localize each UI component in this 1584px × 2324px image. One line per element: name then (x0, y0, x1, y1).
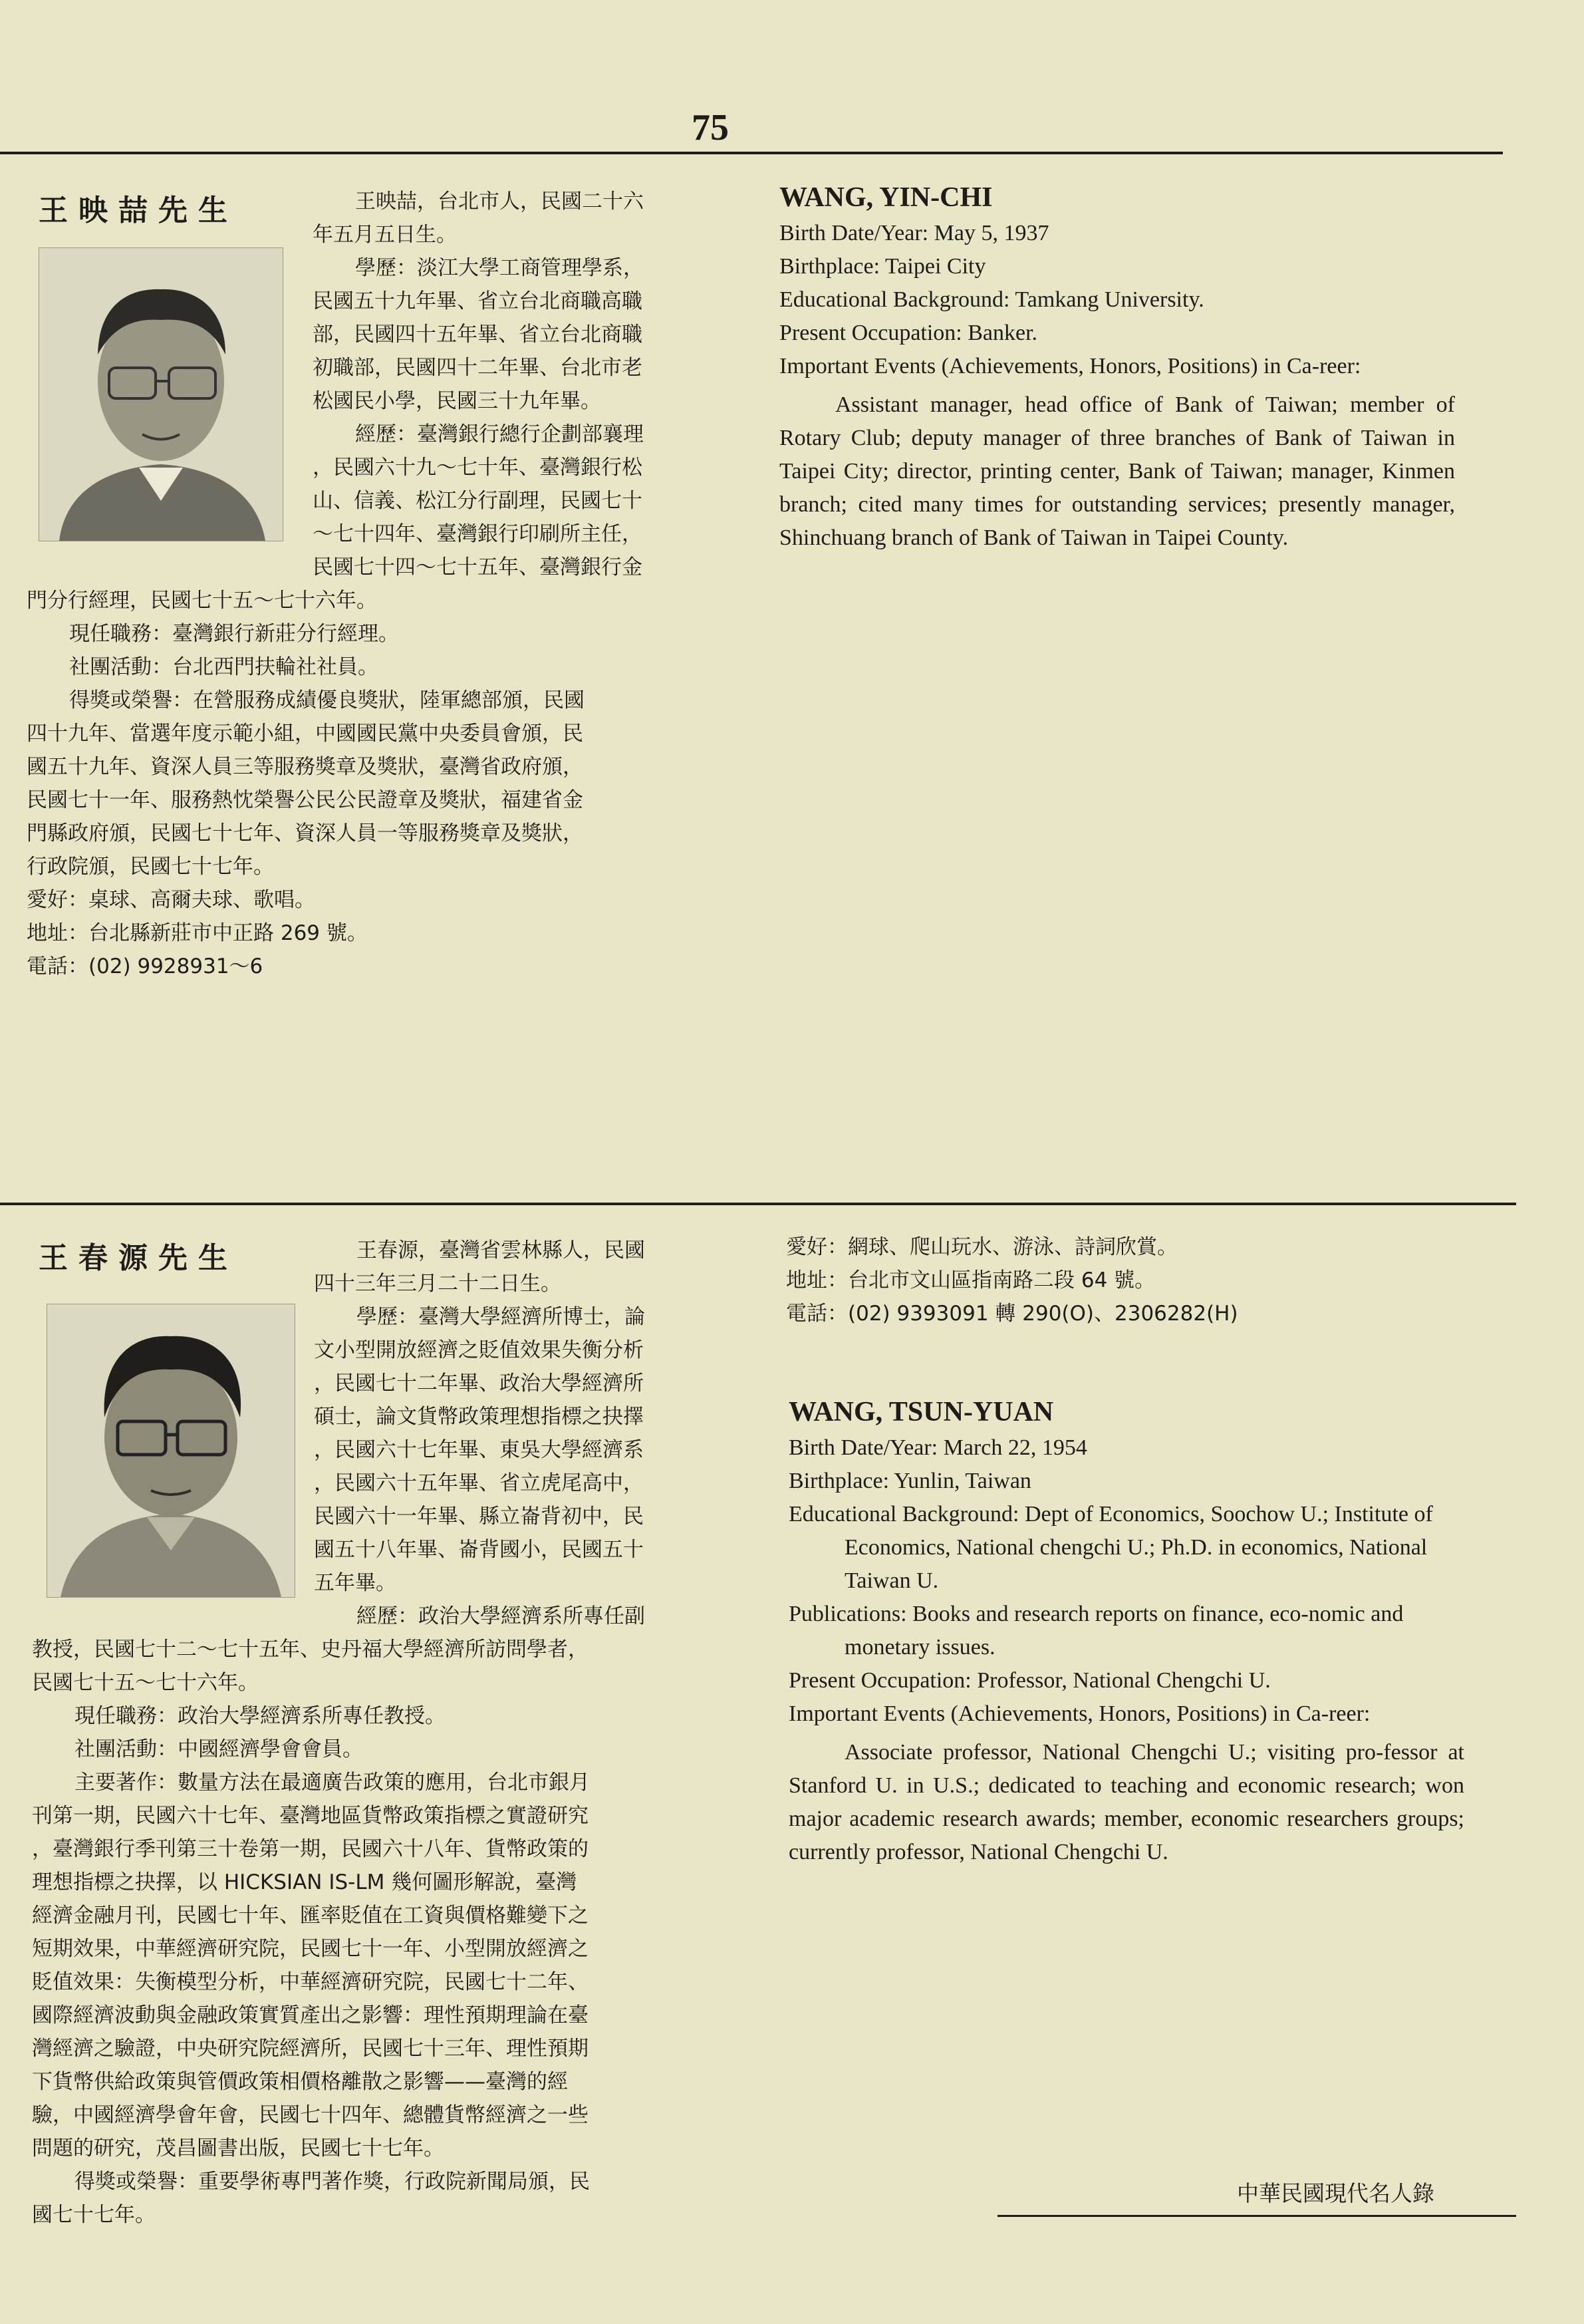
entry1-zh-bio: 王映喆，台北市人，民國二十六 年五月五日生。 學歷：淡江大學工商管理學系， 民國五十九年畢、省立台北商職高職 部，民國四十五年畢、省立台北商職 初職部，民國四十二年畢、台北市老 松國民小學，民國三十九年畢。 經歷：臺灣銀行總行企劃部襄理 ，民國六十九～七十年、臺灣銀行松 山、信義、松江分行副理，民國七十 ～七十四年、臺灣銀行印刷所主任， 民國七十四～七十五年、臺灣銀行金 門分行經理，民國七十五～七十六年。 現任職務：臺灣銀行新莊分行經理。 社團活動：台北西門扶輪社社員。 得獎或榮譽：在營服務成績優良獎狀，陸軍總部頒，民國 四十九年、當選年度示範小組，中國國民黨中央委員會頒，民 國五十九年、資深人員三等服務獎章及獎狀，臺灣省政府頒， 民國七十一年、服務熱忱榮譽公民公民證章及獎狀，福建省金 門縣政府頒，民國七十七年、資深人員一等服務獎章及獎狀， 行政院頒，民國七十七年。 愛好：桌球、高爾夫球、歌唱。 地址：台北縣新莊市中正路 269 號。 電話：(02) 9928931～6 (27, 190, 644, 978)
entry1-events: Assistant manager, head office of Bank of Taiwan; member of Rotary Club; deputy manager of three branches of Bank of Taiwan in Taipei City; director, printing center, Bank of Taiwan; manager, Kinmen branch; cited many times for outstanding services; presently manager, Shinchuang branch of Bank of Taiwan in Taipei County. (779, 392, 1455, 550)
entry1-birthplace: Birthplace: Taipei City (779, 254, 986, 279)
entry2-en-bio (789, 1393, 1464, 1869)
entry2-publications: Publications: Books and research reports on finance, eco-nomic and monetary issues. (789, 1602, 1404, 1660)
bottom-rule (997, 2215, 1516, 2217)
entry1-en-name: WANG, YIN-CHI (779, 182, 993, 213)
entry2-en-name: WANG, TSUN-YUAN (789, 1397, 1054, 1427)
entry1-birth: Birth Date/Year: May 5, 1937 (779, 221, 1049, 245)
entry1-en-bio (779, 178, 1455, 555)
entry2-birthplace: Birthplace: Yunlin, Taiwan (789, 1469, 1031, 1493)
top-rule (0, 152, 1503, 154)
entry2-hobbies: 愛好：網球、爬山玩水、游泳、詩詞欣賞。 (786, 1235, 1178, 1259)
entry1-education: Educational Background: Tamkang University. (779, 287, 1204, 312)
page-number: 75 (692, 107, 729, 148)
footer-title: 中華民國現代名人錄 (1237, 2180, 1434, 2206)
entry2-education: Educational Background: Dept of Economics, Soochow U.; Institute of Economics, National chengchi U.; Ph.D. in economics, National Taiwan U. (789, 1502, 1433, 1593)
entry2-events-label: Important Events (Achievements, Honors, Positions) in Ca-reer: (789, 1701, 1371, 1726)
entry2-birth: Birth Date/Year: March 22, 1954 (789, 1435, 1087, 1460)
entry2-address: 地址：台北市文山區指南路二段 64 號。 (786, 1268, 1156, 1292)
entry1-occupation: Present Occupation: Banker. (779, 321, 1038, 345)
entry2-zh-bio: 王春源，臺灣省雲林縣人，民國 四十三年三月二十二日生。 學歷：臺灣大學經濟所博士，論 文小型開放經濟之貶值效果失衡分析 ，民國七十二年畢、政治大學經濟所 碩士，論文貨幣政策理想指標之抉擇 ，民國六十七年畢、東吳大學經濟系 ，民國六十五年畢、省立虎尾高中， 民國六十一年畢、縣立崙背初中，民 國五十八年畢、崙背國小，民國五十 五年畢。 經歷：政治大學經濟系所專任副 教授，民國七十二～七十五年、史丹福大學經濟所訪問學者， 民國七十五～七十六年。 現任職務：政治大學經濟系所專任教授。 社團活動：中國經濟學會會員。 主要著作：數量方法在最適廣告政策的應用，台北市銀月 刊第一期，民國六十七年、臺灣地區貨幣政策指標之實證研究 ，臺灣銀行季刊第三十卷第一期，民國六十八年、貨幣政策的 理想指標之抉擇，以 HICKSIAN IS-LM 幾何圖形解說，臺灣 經濟金融月刊，民國七十年、匯率貶值在工資與價格難變下之 短期效果，中華經濟研究院，民國七十一年、小型開放經濟之 貶值效果：失衡模型分析，中華經濟研究院，民國七十二年、 國際經濟波動與金融政策實質產出之影響：理性預期理論在臺 灣經濟之驗證，中央研究院經濟所，民國七十三年、理性預期 下貨幣供給政策與管價政策相價格離散之影響——臺灣的經 驗，中國經濟學會年會，民國七十四年、總體貨幣經濟之一些 問題的研究，茂昌圖書出版，民國七十七年。 得獎或榮譽：重要學術專門著作獎，行政院新聞局頒，民 國七十七年。 (32, 1238, 645, 2227)
entry2-events: Associate professor, National Chengchi U.; visiting pro-fessor at Stanford U. in U.S.; dedicated to teaching and economic research; won major academic research awards; member, economic researchers groups; currently professor, National Chengchi U. (789, 1740, 1464, 1864)
entry2-zh-contact (786, 1231, 1451, 1330)
entry1-zh-name: 王映喆先生 (39, 194, 238, 227)
entry2-phone: 電話：(02) 9393091 轉 290(O)、2306282(H) (786, 1302, 1238, 1326)
entry1-events-label: Important Events (Achievements, Honors, Positions) in Ca-reer: (779, 354, 1361, 378)
entry2-zh-name: 王春源先生 (39, 1241, 238, 1275)
middle-rule (0, 1203, 1516, 1205)
entry2-occupation: Present Occupation: Professor, National Chengchi U. (789, 1668, 1271, 1693)
